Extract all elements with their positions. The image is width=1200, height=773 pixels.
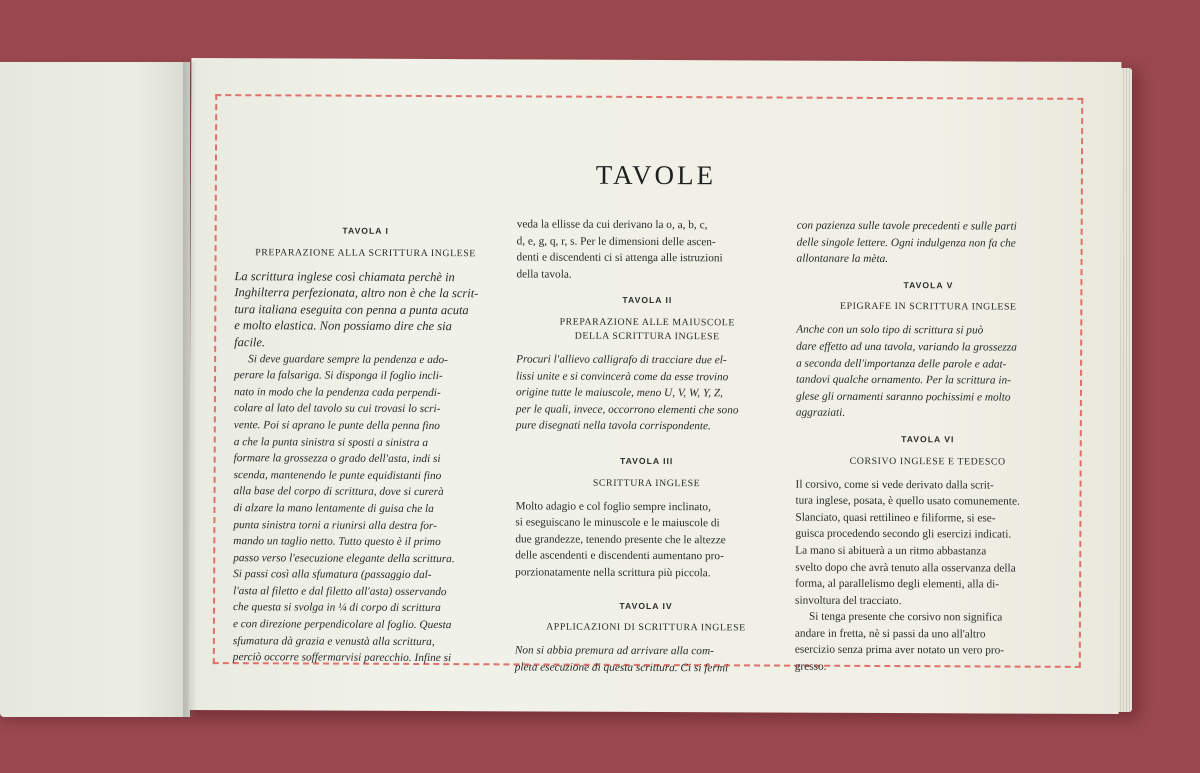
section-heading: TAVOLA VI	[901, 434, 955, 445]
section-heading: TAVOLA III	[619, 455, 674, 467]
section-heading: TAVOLA V	[903, 279, 954, 291]
right-page	[189, 58, 1122, 714]
section-subheading: APPLICAZIONI DI SCRITTURA INGLESE	[546, 621, 746, 634]
section-heading: TAVOLA II	[622, 295, 673, 306]
section-subheading: PREPARAZIONE ALLE MAIUSCOLE DELLA SCRITTURA INGLESE	[559, 316, 735, 343]
column-2	[515, 217, 779, 676]
column-3	[795, 219, 1061, 677]
section-heading: TAVOLA I	[342, 225, 389, 236]
page-title: TAVOLE	[595, 159, 717, 191]
paragraph: Anche con un solo tipo di scrittura si può dare effetto ad una tavola, variando la grossezza a seconda dell'importanza delle parole e adat- tandovi qualche ornamento. Per la scrittura in- glese gli ornamenti saranno pochissimi e molto aggraziati.	[795, 323, 1017, 420]
paragraph: Il corsivo, come si vede derivato dalla scrit- tura inglese, posata, è quello usato comunemente. Slanciato, quasi rettilineo e filiforme, si ese- guisca procedendo secondo gli esercizi indicati. La mano si abituerà a un ritmo abbastanza svelto dopo che avrà tenuto alla osservanza della forma, al parallelismo degli elementi, alla di- sinvoltura del tracciato.	[795, 478, 1020, 607]
paragraph: Si deve guardare sempre la pendenza e ado- perare la falsariga. Si disponga il foglio incli- nato in modo che la pendenza cada perpendi- colare al lato del tavolo su cui trovasi lo scri- vente. Poi si aprano le punte della penna fino a che la punta sinistra si sposti a sinistra a formare la grossezza o grado dell'asta, indi si scenda, mantenendo le punte equidistanti fino alla base del corpo di scrittura, dove si curerà di alzare la mano lentamente di guisa che la punta sinistra torni a riunirsi alla destra for- mando un taglio netto. Tutto questo è il primo passo verso l'esecuzione elegante della scrittura. Si passi così alla sfumatura (passaggio dal- l'asta al filetto e dal filetto all'asta) osservando che questa si svolga in ¼ di corpo di scrittura e con direzione perpendicolare al foglio. Questa sfumatura dà grazia e venustà alla scrittura, perciò occorre soffermarvisi parecchio. Infine si	[232, 352, 455, 665]
section-subheading: PREPARAZIONE ALLA SCRITTURA INGLESE	[255, 246, 476, 259]
section-heading: TAVOLA IV	[619, 600, 673, 611]
book-gutter	[183, 62, 197, 717]
paragraph: Molto adagio e col foglio sempre inclinato, si eseguiscano le minuscole e le maiuscole di due grandezze, tenendo presente che le altezze delle ascendenti e discendenti aumentano pro- porzionatamente nella scrittura più piccola.	[515, 499, 726, 580]
column-1	[233, 216, 497, 667]
paragraph-continuation: con pazienza sulle tavole precedenti e sulle parti delle singole lettere. Ogni indulgenza non fa che allontanare la mèta.	[796, 219, 1017, 266]
section-subheading: EPIGRAFE IN SCRITTURA INGLESE	[840, 301, 1017, 313]
paragraph: La scrittura inglese così chiamata perchè in Inghilterra perfezionata, altro non è che la scrit- tura italiana eseguita con penna a punta acuta e molto elastica. Non possiamo dire che sia facile.	[234, 268, 479, 350]
section-subheading: SCRITTURA INGLESE	[592, 477, 701, 489]
paragraph: Procuri l'allievo calligrafo di tracciare due el- lissi unite e si convincerà come da esse trovino origine tutte le maiuscole, meno U, V, W, Y, Z, per le quali, invece, occorrono elementi che sono pure disegnati nella tavola corrispondente.	[515, 353, 739, 433]
paragraph-continuation: veda la ellisse da cui derivano la o, a, b, c, d, e, g, q, r, s. Per le dimensioni delle ascen- denti e discendenti ci si attenga alle istruzioni della tavola.	[516, 218, 723, 281]
left-page	[0, 62, 190, 717]
paragraph: Non si abbia premura ad arrivare alla com- pleta esecuzione di questa scrittura. Ci si fermi	[514, 644, 729, 675]
section-subheading: CORSIVO INGLESE E TEDESCO	[849, 455, 1006, 468]
paragraph: Si tenga presente che corsivo non significa andare in fretta, nè si passi da uno all'altro esercizio senza prima aver notato un vero pro- gresso.	[794, 610, 1005, 673]
